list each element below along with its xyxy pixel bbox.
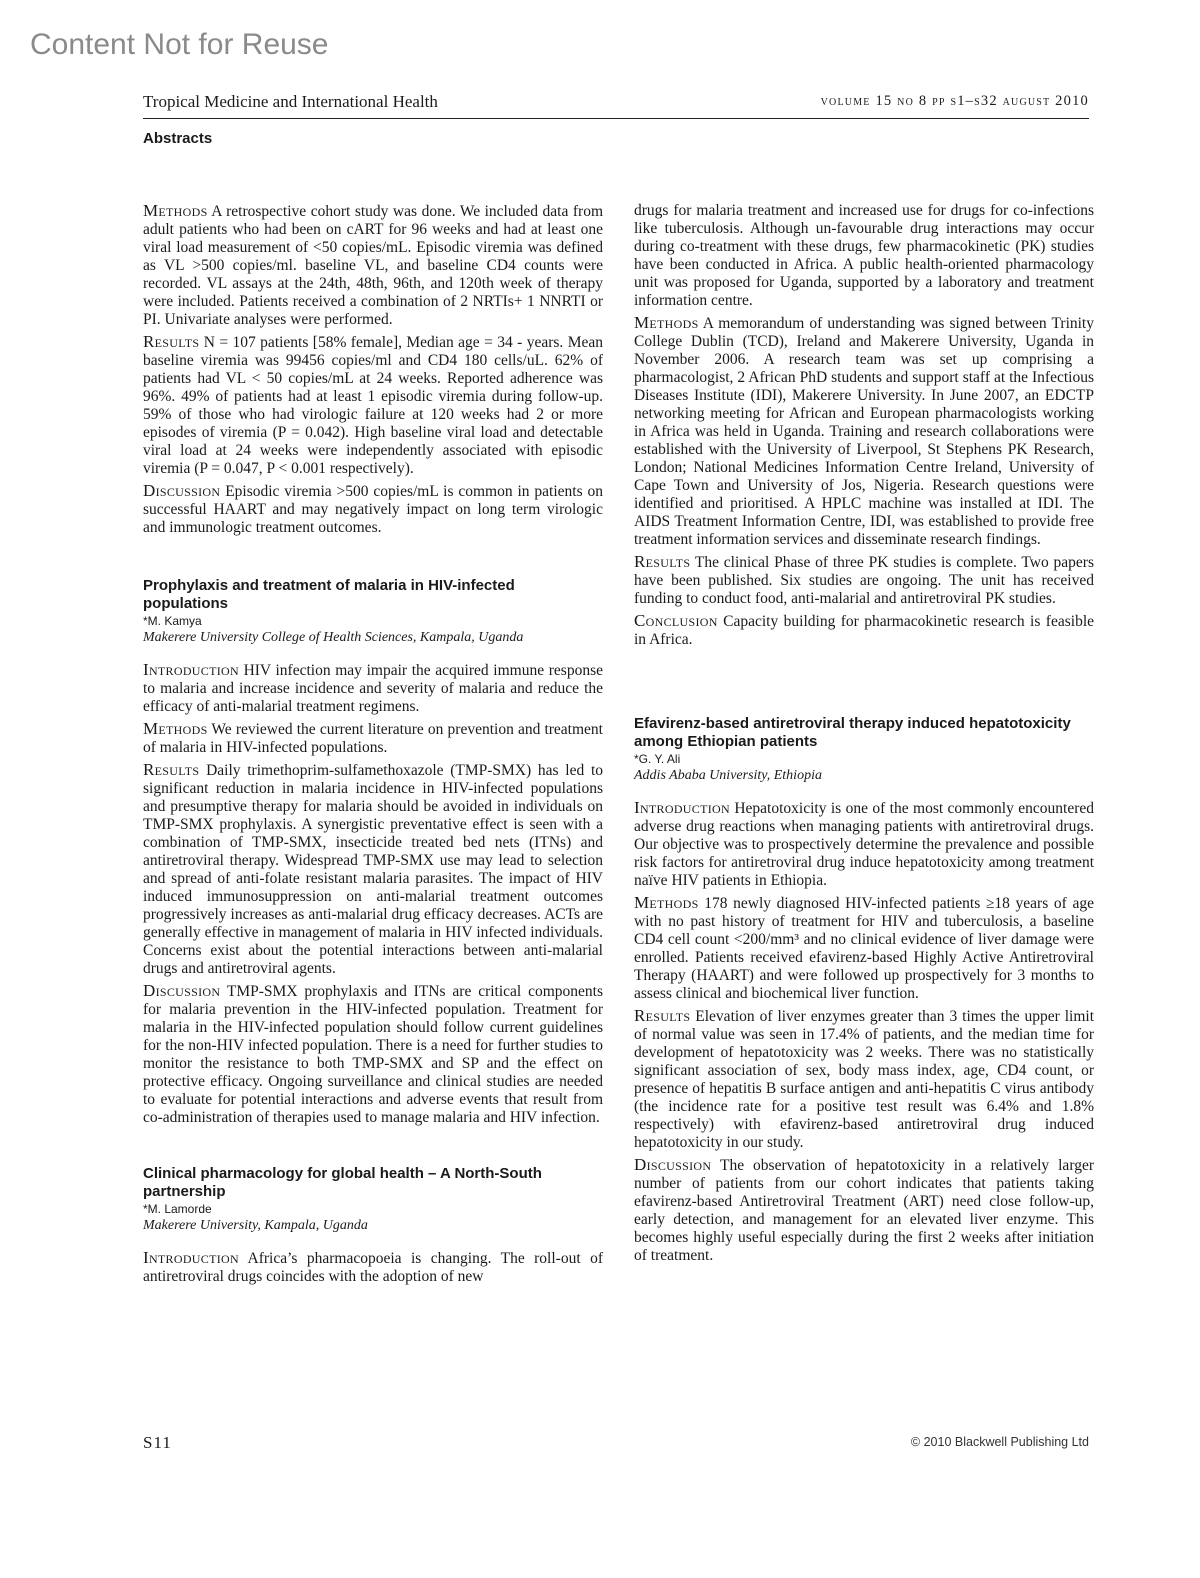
article-title: Efavirenz-based antiretroviral therapy induced hepatotoxicity among Ethiopian patients <box>634 715 1071 750</box>
paragraph-label: Methods <box>634 313 699 332</box>
paragraph-text: Daily trimethoprim-sulfamethoxazole (TMP-SMX) has led to significant reduction in malaria incidence in HIV-infected populations and presumptive therapy for malaria should be avoided in individuals on TMP-SMX prophylaxis. A synergistic preventative effect is seen with a combination of TMP-SMX, insecticide treated bed nets (ITNs) and antiretroviral therapy. Widespread TMP-SMX use may lead to selection and spread of anti-folate resistant malaria parasites. The impact of HIV induced immunosuppression on anti-malarial treatment outcomes progressively increases as anti-malarial drug efficacy decreases. ACTs are generally effective in management of malaria in HIV infected individuals. Concerns exist about the potential interactions between anti-malarial drugs and antiretroviral agents. <box>143 762 604 977</box>
paragraph-text: Capacity building for pharmacokinetic research is feasible in Africa. <box>634 613 1094 648</box>
section-label: Abstracts <box>143 130 213 147</box>
article-title: Prophylaxis and treatment of malaria in HIV-infected populations <box>143 577 515 612</box>
paragraph-label: Discussion <box>143 981 221 1000</box>
paragraph-label: Results <box>634 1006 691 1025</box>
abstract-paragraph <box>143 982 603 1127</box>
paragraph-label: Methods <box>143 719 208 738</box>
paragraph-text: Hepatotoxicity is one of the most commonly encountered adverse drug reactions when managing patients with antiretroviral drugs. Our objective was to prospectively determine the prevalence and possible risk factors for antiretroviral drug induce hepatotoxicity among treatment naïve HIV patients in Ethiopia. <box>634 800 1094 889</box>
abstract-paragraph <box>143 333 603 478</box>
abstract-paragraph <box>634 1156 1094 1265</box>
paragraph-text: HIV infection may impair the acquired immune response to malaria and increase incidence and severity of malaria and reduce the efficacy of anti-malarial treatment regimens. <box>143 662 603 715</box>
paragraph-text: N = 107 patients [58% female], Median age = 34 - years. Mean baseline viremia was 99456 copies/ml and CD4 180 cells/uL. 62% of patients had VL < 50 copies/mL at 24 weeks. Reported adherence was 96%. 49% of patients had at least 1 episodic viremia during follow-up. 59% of those who had virologic failure at 120 weeks had 2 or more episodes of viremia (P = 0.042). High baseline viral load and detectable viral load at 24 weeks were independently associated with episodic viremia (P = 0.047, P < 0.001 respectively). <box>143 334 603 477</box>
abstract-paragraph <box>143 482 603 537</box>
abstract-paragraph <box>634 612 1094 649</box>
paragraph-text: Episodic viremia >500 copies/mL is common in patients on successful HAART and may negatively impact on long term virologic and immunologic treatment outcomes. <box>143 483 604 536</box>
paragraph-text: A retrospective cohort study was done. We included data from adult patients who had been on cART for 96 weeks and had at least one viral load measurement of <50 copies/mL. Episodic viremia was defined as VL >500 copies/ml. baseline VL, and baseline CD4 counts were recorded. VL assays at the 24th, 48th, 96th, and 120th week of therapy were included. Patients received a combination of 2 NRTIs+ 1 NNRTI or PI. Univariate analyses were performed. <box>143 203 603 328</box>
paragraph-text: A memorandum of understanding was signed between Trinity College Dublin (TCD), Ireland and Makerere University, Uganda in November 2006. A research team was set up comprising a pharmacologist, 2 African PhD students and support staff at the Infectious Diseases Institute (IDI), Makerere University. In June 2007, an EDCTP networking meeting for African and European pharmacologists working in Africa was held in Uganda. Training and research collaborations were established with the University of Liverpool, St Stephens PK Research, London; National Medicines Information Centre Ireland, University of Cape Town and University of Jos, Nigeria. Research questions were identified and prioritised. A HPLC machine was installed at IDI. The AIDS Treatment Information Centre, IDI, was established to provide free treatment information services and disseminate research findings. <box>634 315 1094 548</box>
paragraph-text: Africa’s pharmacopoeia is changing. The roll-out of antiretroviral drugs coincides with the adoption of new <box>143 1250 603 1285</box>
paragraph-text: drugs for malaria treatment and increased use for drugs for co-infections like tuberculosis. Although un-favourable drug interactions may occur during co-treatment with these drugs, few pharmacokinetic (PK) studies have been conducted in Africa. A public health-oriented pharmacology unit was proposed for Uganda, supported by a laboratory and treatment information centre. <box>634 202 1094 309</box>
article-affiliation: Makerere University College of Health Sciences, Kampala, Uganda <box>143 630 524 645</box>
abstract-paragraph <box>143 661 603 716</box>
article-affiliation: Makerere University, Kampala, Uganda <box>143 1218 368 1233</box>
abstract-paragraph <box>143 761 603 978</box>
article-author: *G. Y. Ali <box>634 752 681 766</box>
paragraph-label: Introduction <box>143 1248 239 1267</box>
abstract-paragraph <box>143 1249 603 1286</box>
paragraph-label: Discussion <box>143 481 221 500</box>
abstract-paragraph <box>143 720 603 757</box>
paragraph-label: Conclusion <box>634 611 718 630</box>
paragraph-text: The observation of hepatotoxicity in a relatively larger number of patients from our cohort indicates that patients taking efavirenz-based Antiretroviral Treatment (ART) need close follow-up, early detection, and management for an elevated liver enzyme. This becomes highly useful especially during the first 2 weeks after initiation of treatment. <box>634 1157 1094 1264</box>
paragraph-text: TMP-SMX prophylaxis and ITNs are critical components for malaria prevention in the HIV-infected population. Treatment for malaria in the HIV-infected population should follow current guidelines for the non-HIV infected population. There is a need for further studies to monitor the resistance to both TMP-SMX and SP and the effect on protective efficacy. Ongoing surveillance and clinical studies are needed to evaluate for potential interactions and adverse events that result from co-administration of therapies used to manage malaria and HIV infection. <box>143 983 603 1126</box>
abstract-paragraph <box>634 1007 1094 1152</box>
paragraph-text: We reviewed the current literature on prevention and treatment of malaria in HIV-infected populations. <box>143 721 603 756</box>
paragraph-label: Results <box>143 332 200 351</box>
paragraph-label: Introduction <box>143 660 239 679</box>
paragraph-label: Introduction <box>634 798 730 817</box>
article-title: Clinical pharmacology for global health – A North-South partnership <box>143 1165 542 1200</box>
abstract-paragraph <box>634 553 1094 608</box>
paragraph-label: Results <box>143 760 200 779</box>
left-column <box>143 202 603 1290</box>
paragraph-label: Methods <box>634 893 699 912</box>
article-affiliation: Addis Ababa University, Ethiopia <box>634 768 822 783</box>
abstract-paragraph <box>634 894 1094 1003</box>
journal-title: Tropical Medicine and International Health <box>143 92 438 111</box>
paragraph-text: Elevation of liver enzymes greater than 3 times the upper limit of normal value was seen in 17.4% of patients, and the median time for development of hepatotoxicity was 2 weeks. There was no statistically significant association of sex, body mass index, age, CD4 count, or presence of hepatitis B surface antigen and anti-hepatitis C virus antibody (the incidence rate for a positive test result was 6.4% and 1.8% respectively) with efavirenz-based antiretroviral drug induced hepatotoxicity in our study. <box>634 1008 1095 1151</box>
paragraph-label: Results <box>634 552 691 571</box>
abstract-paragraph <box>143 202 603 329</box>
paragraph-label: Discussion <box>634 1155 712 1174</box>
abstract-paragraph <box>634 799 1094 890</box>
article-author: *M. Kamya <box>143 614 202 628</box>
running-header <box>143 90 1089 119</box>
abstract-paragraph <box>634 202 1094 310</box>
copyright-notice: © 2010 Blackwell Publishing Ltd <box>910 1435 1089 1449</box>
abstract-paragraph <box>634 314 1094 549</box>
right-column <box>634 202 1094 1269</box>
article-author: *M. Lamorde <box>143 1202 212 1216</box>
paragraph-label: Methods <box>143 201 208 220</box>
watermark: Content Not for Reuse <box>30 28 329 61</box>
page-number: S11 <box>143 1433 172 1452</box>
volume-info: volume 15 no 8 pp s1–s32 august 2010 <box>820 93 1089 109</box>
paragraph-text: 178 newly diagnosed HIV-infected patients ≥18 years of age with no past history of treatment for HIV and tuberculosis, a baseline CD4 cell count <200/mm³ and no clinical evidence of liver damage were enrolled. Patients received efavirenz-based Highly Active Antiretroviral Therapy (HAART) and were followed up prospectively for 3 months to assess clinical and biochemical liver function. <box>634 895 1094 1002</box>
paragraph-text: The clinical Phase of three PK studies is complete. Two papers have been published. Six studies are ongoing. The unit has received funding to conduct food, anti-malarial and antiretroviral PK studies. <box>634 554 1094 607</box>
